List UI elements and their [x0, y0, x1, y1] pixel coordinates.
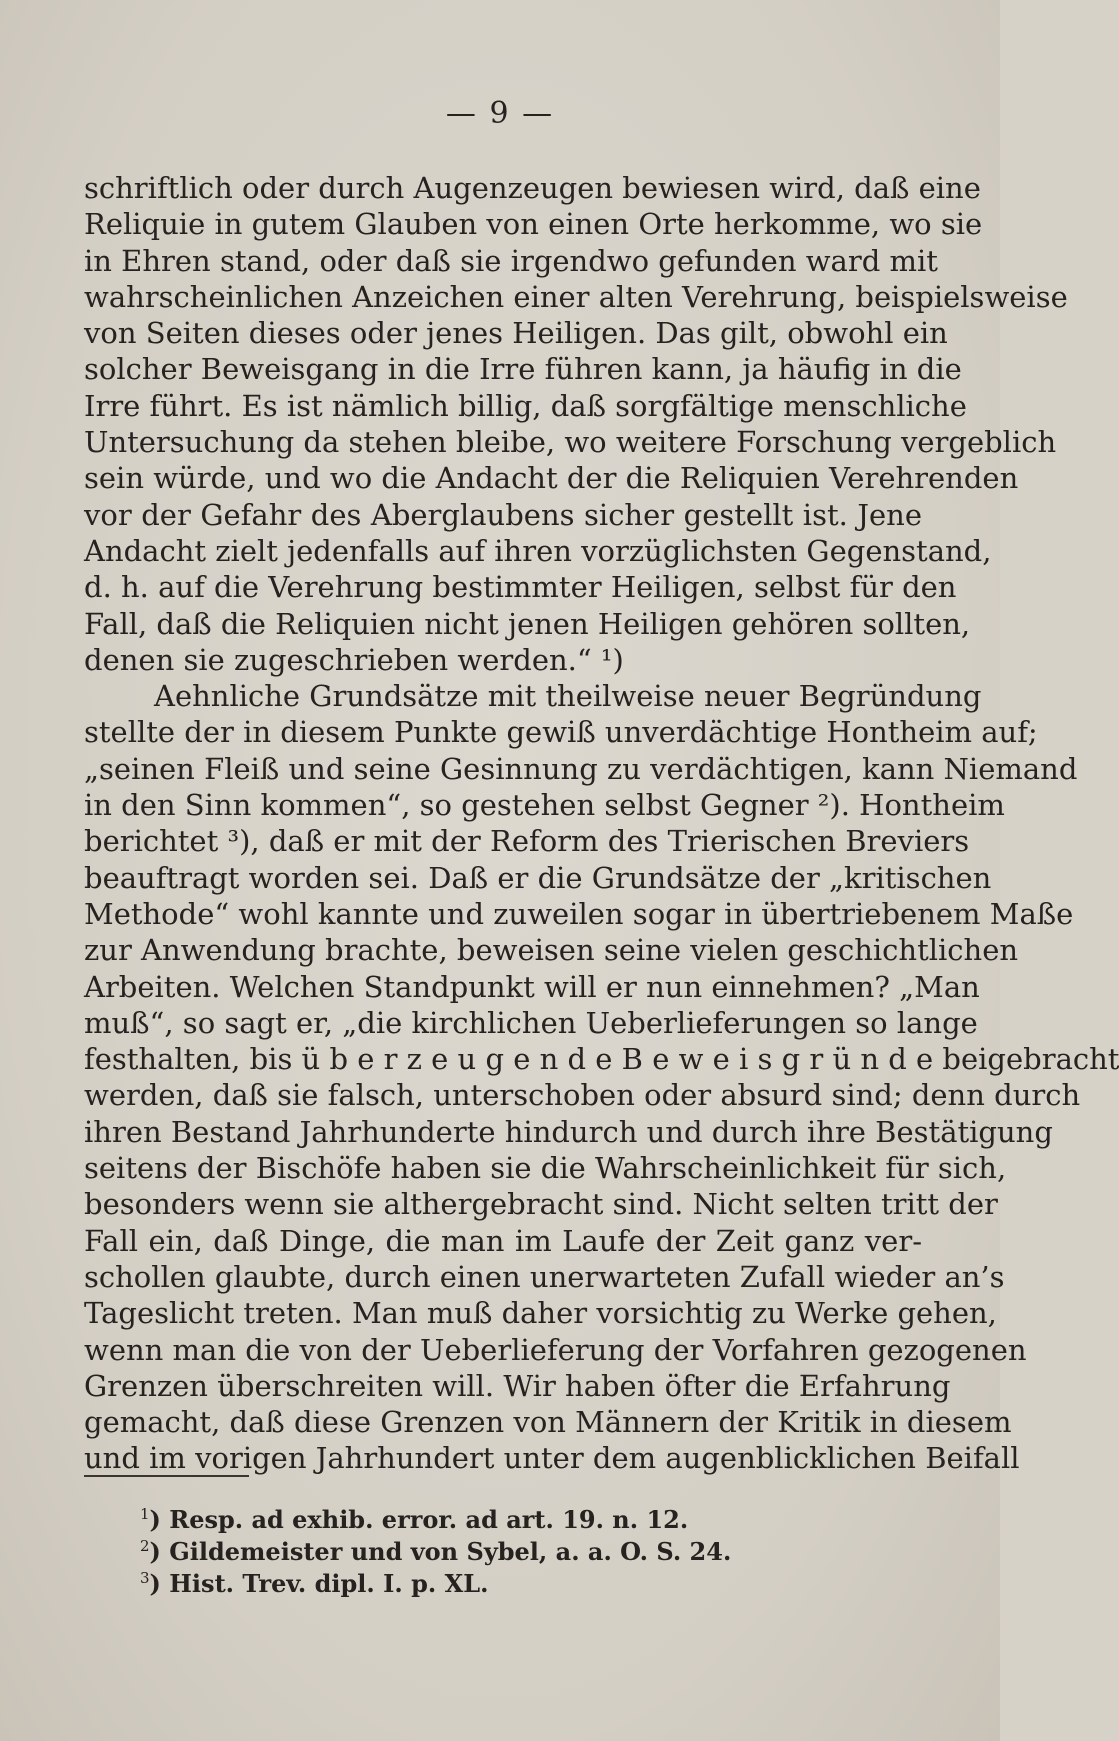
text-line: Tageslicht treten. Man muß daher vorsichtig zu Werke gehen,: [84, 1296, 997, 1331]
text-line: schriftlich oder durch Augenzeugen bewiesen wird, daß eine: [84, 171, 981, 205]
text-line: „seinen Fleiß und seine Gesinnung zu verdächtigen, kann Niemand: [84, 751, 1078, 786]
text-line: Arbeiten. Welchen Standpunkt will er nun einnehmen? „Man: [84, 969, 980, 1004]
footnote-text: ) Gildemeister und von Sybel, a. a. O. S. 24.: [149, 1537, 732, 1566]
text-line: Irre führt. Es ist nämlich billig, daß sorgfältige menschliche: [84, 388, 967, 423]
text-line: seitens der Bischöfe haben sie die Wahrscheinlichkeit für sich,: [84, 1151, 1007, 1186]
footnote-mark: 2: [140, 1537, 150, 1555]
page-number-header: — 9 —: [445, 96, 555, 131]
text-line: vor der Gefahr des Aberglaubens sicher gestellt ist. Jene: [84, 497, 922, 532]
text-line: von Seiten dieses oder jenes Heiligen. Das gilt, obwohl ein: [84, 316, 948, 351]
text-line: in den Sinn kommen“, so gestehen selbst Gegner ²). Hontheim: [84, 788, 1005, 823]
text-line: Aehnliche Grundsätze mit theilweise neuer Begründung: [154, 679, 982, 714]
text-line: Fall ein, daß Dinge, die man im Laufe der Zeit ganz ver-: [84, 1223, 922, 1258]
footnote-mark: 3: [140, 1569, 150, 1587]
body-text: [84, 170, 1119, 1477]
text-line: stellte der in diesem Punkte gewiß unverdächtige Hontheim auf;: [84, 715, 1038, 750]
footnote-divider: [84, 1475, 249, 1477]
text-line: und im vorigen Jahrhundert unter dem augenblicklichen Beifall: [84, 1441, 1020, 1476]
text-line: ihren Bestand Jahrhunderte hindurch und durch ihre Bestätigung: [84, 1114, 1053, 1149]
footnote-1: [140, 1498, 940, 1534]
text-line: wahrscheinlichen Anzeichen einer alten Verehrung, beispielsweise: [84, 279, 1068, 314]
text-line: solcher Beweisgang in die Irre führen kann, ja häufig in die: [84, 352, 962, 387]
text-line: Untersuchung da stehen bleibe, wo weitere Forschung vergeblich: [84, 425, 1057, 460]
footnotes: [140, 1498, 940, 1598]
text-line: Grenzen überschreiten will. Wir haben öfter die Erfahrung: [84, 1368, 951, 1403]
text-line: muß“, so sagt er, „die kirchlichen Ueberlieferungen so lange: [84, 1005, 978, 1040]
text-line: gemacht, daß diese Grenzen von Männern der Kritik in diesem: [84, 1405, 1012, 1440]
text-line: denen sie zugeschrieben werden.“ ¹): [84, 642, 624, 677]
text-line: in Ehren stand, oder daß sie irgendwo gefunden ward mit: [84, 243, 938, 278]
text-line: schollen glaubte, durch einen unerwarteten Zufall wieder an’s: [84, 1259, 1005, 1294]
text-line: festhalten, bis ü b e r z e u g e n d e B e w e i s g r ü n d e beigebracht: [84, 1042, 1119, 1077]
footnote-mark: 1: [140, 1505, 150, 1523]
text-line: Reliquie in gutem Glauben von einen Orte herkomme, wo sie: [84, 207, 983, 242]
text-line: Andacht zielt jedenfalls auf ihren vorzüglichsten Gegenstand,: [84, 533, 992, 568]
text-line: zur Anwendung brachte, beweisen seine vielen geschichtlichen: [84, 933, 1019, 968]
footnote-2: [140, 1530, 940, 1566]
text-line: sein würde, und wo die Andacht der die Reliquien Verehrenden: [84, 461, 1019, 496]
text-line: Methode“ wohl kannte und zuweilen sogar in übertriebenem Maße: [84, 896, 1074, 931]
text-line: Fall, daß die Reliquien nicht jenen Heiligen gehören sollten,: [84, 606, 971, 641]
footnote-text: ) Hist. Trev. dipl. I. p. XL.: [149, 1569, 489, 1598]
text-line: berichtet ³), daß er mit der Reform des Trierischen Breviers: [84, 824, 970, 859]
footnote-text: ) Resp. ad exhib. error. ad art. 19. n. 12.: [149, 1505, 689, 1534]
text-line: werden, daß sie falsch, unterschoben oder absurd sind; denn durch: [84, 1078, 1081, 1113]
text-line: besonders wenn sie althergebracht sind. Nicht selten tritt der: [84, 1187, 998, 1222]
text-line: beauftragt worden sei. Daß er die Grundsätze der „kritischen: [84, 860, 992, 895]
text-line: d. h. auf die Verehrung bestimmter Heiligen, selbst für den: [84, 570, 957, 605]
footnote-3: [140, 1562, 940, 1598]
text-line: wenn man die von der Ueberlieferung der Vorfahren gezogenen: [84, 1332, 1027, 1367]
